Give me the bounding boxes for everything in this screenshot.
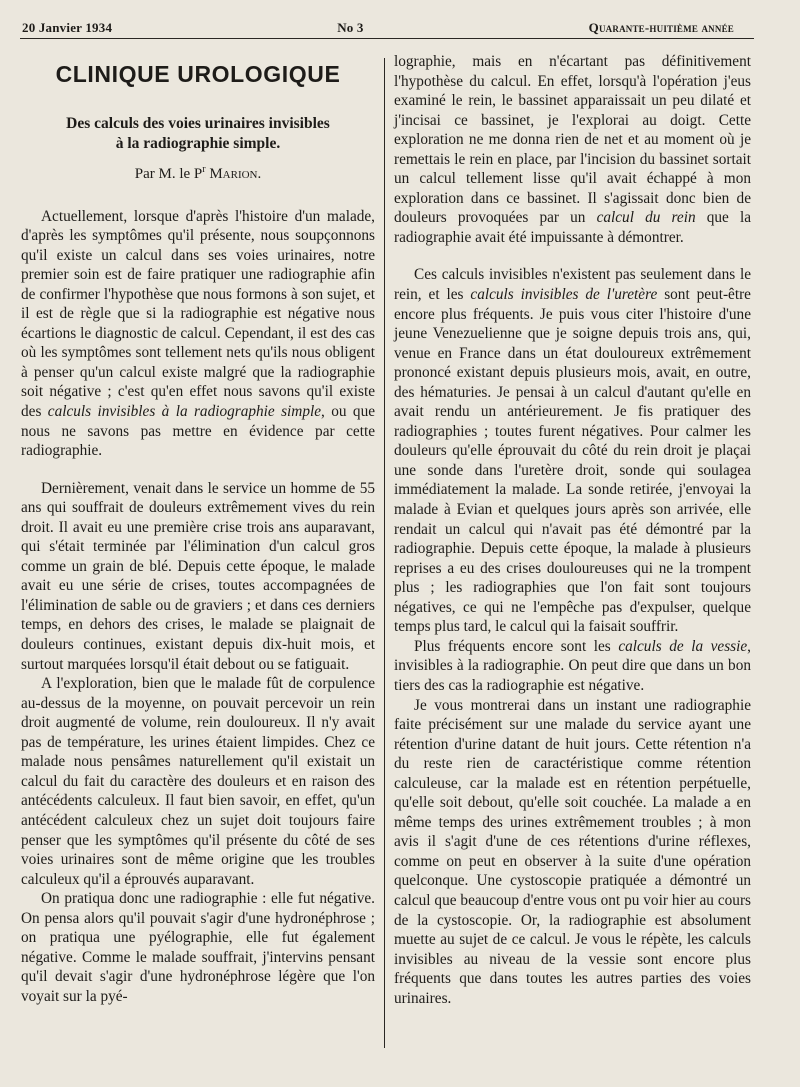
byline-prefix: Par M. le P — [134, 166, 203, 182]
right-column — [394, 52, 751, 1008]
section-title: CLINIQUE UROLOGIQUE — [55, 61, 341, 87]
issue-date: 20 Janvier 1934 — [22, 20, 113, 35]
issue-year: Quarante-huitième année — [588, 20, 734, 35]
paragraph: A l'exploration, bien que le malade fût de corpulence au-dessus de la moyenne, on pouvait percevoir un rein droit augmenté de volume, rein douloureux. Il n'y avait pas de température, les urines étaient limpides. Chez ce malade nous pensâmes naturellement qu'il existait un calcul du fait du caractère des douleurs et en raison des antécédents calculeux. Il faut bien savoir, en effet, qu'un antécédent calculeux chez un sujet doit toujours faire penser que les symptômes qu'il présente du côté de ses voies urinaires sont de même origine que les troubles calculeux qu'il a éprouvés auparavant. — [21, 675, 375, 888]
paragraph-text: Plus fréquents encore sont les — [414, 637, 611, 655]
header-rule — [20, 38, 754, 39]
paragraph-text: que la radiographie avait été impuissante à démontrer. — [394, 209, 751, 246]
article-title — [21, 114, 375, 154]
left-column — [21, 60, 375, 1006]
article-title-line1: Des calculs des voies urinaires invisibles — [66, 115, 330, 132]
column-divider — [384, 58, 385, 1048]
paragraph-text: , invisibles à la radiographie. On peut dire que dans un bon tiers des cas la radiographie est négative. — [394, 637, 751, 694]
byline — [21, 160, 375, 185]
emphasis-text: calculs invisibles à la radiographie simple — [47, 403, 322, 421]
article-title-line2: à la radiographie simple. — [115, 135, 281, 152]
emphasis-text: calcul du rein — [596, 209, 696, 227]
issue-number: No 3 — [337, 20, 364, 35]
paragraph: Je vous montrerai dans un instant une radiographie faite précisément sur une malade du service ayant une rétention d'urine datant de huit jours. Cette rétention n'a du reste rien de caractéristique comme rétention calculeuse, car la malade est en rétention perpétuelle, qu'elle soit debout, qu'elle soit couchée. La malade a en même temps des urines extrêmement troubles ; à mon avis il s'agit d'une de ces rétentions d'urine réflexes, comme on peut en observer à la suite d'une opération quelconque. Une cystoscopie pratiquée a démontré un calcul que beaucoup d'entre vous ont pu voir hier au cours de la cystoscopie. Or, la radiographie est absolument muette au sujet de ce calcul. Je vous le répète, les calculs invisibles au niveau de la vessie sont encore plus fréquents que dans toutes les autres parties des voies urinaires. — [394, 696, 751, 1007]
paragraph — [21, 207, 375, 461]
emphasis-text: calculs de la vessie — [618, 637, 748, 655]
paragraph-text: Actuellement, lorsque d'après l'histoire d'un malade, d'après les symptômes qu'il présente, nous soupçonnons qu'il existe un calcul dans ses voies urinaires, notre premier soin est de faire pratiquer une radiographie afin de confirmer l'hypothèse que nous formons à son sujet, et il est de règle que si la radiographie est négative nous écartions le diagnostic de calcul. Cependant, il est des cas où les symptômes sont tellement nets qu'ils nous obligent à penser qu'un calcul existe malgré que la radiographie soit négative ; c'est qu'en effet nous savons qu'il existe des — [21, 207, 375, 421]
emphasis-text: calculs invisibles de l'uretère — [470, 286, 658, 304]
byline-author: Marion. — [209, 166, 262, 182]
paragraph — [394, 265, 751, 636]
paragraph: Dernièrement, venait dans le service un homme de 55 ans qui souffrait de douleurs extrêmement vives du rein droit. Il avait eu une première crise trois ans auparavant, qui s'était terminée par l'élimination d'un calcul gros comme un grain de blé. Depuis cette époque, le malade avait eu une série de crises, toutes accompagnées de l'élimination de sable ou de graviers ; et dans ces derniers temps, en dehors des crises, le malade se plaignait de douleurs continues, existant depuis dix-huit mois, et surtout marquées lorsqu'il était debout ou se fatiguait. — [21, 479, 375, 673]
running-head — [22, 20, 734, 36]
paragraph-text: Ces calculs invisibles n'existent pas seulement dans le rein, et les — [394, 266, 751, 304]
paragraph — [394, 52, 751, 247]
paragraph: On pratiqua donc une radiographie : elle fut négative. On pensa alors qu'il pouvait s'agir d'une hydronéphrose ; on pratiqua une pyélographie, elle fut également négative. Comme le malade souffrait, j'intervins pensant qu'il devait s'agir d'une hydronéphrose légère que l'on voyait sur la pyé- — [21, 890, 375, 1005]
paragraph — [394, 637, 751, 696]
paragraph-text: , ou que nous ne savons pas mettre en évidence par cette radiographie. — [21, 403, 376, 460]
paragraph-text: lographie, mais en n'écartant pas définitivement l'hypothèse du calcul. En effet, lorsqu'à l'opération j'eus examiné le rein, le bassinet apparaissait un peu dilaté et j'incisai ce bassinet, je l'explorai au doigt. Cette exploration ne me donna rien de net et au moment où je remettais le rein en place, par l'incision du bassinet sortait un calcul tellement lisse qu'il avait échappé à mon exploration dans ce bassinet. Il s'agissait donc bien de douleurs provoquées par un — [394, 53, 751, 227]
paragraph-text: sont peut-être encore plus fréquents. Je puis vous citer l'histoire d'une jeune Venezuelienne que je soigne depuis trois ans, qui, venue en France dans un état douloureux extrêmement prononcé existant depuis plusieurs mois, avait, en outre, des hématuries. Je pensai à un calcul d'autant qu'elle en avait rendu un antérieurement. Je fis pratiquer des radiographies ; toutes furent négatives. Pour calmer les douleurs qu'elle éprouvait du côté du rein droit je plaçai une sonde dans l'uretère droit, sonde qui soulagea immédiatement la malade. La sonde retirée, j'envoyai la malade à Evian et quelques jours après son arrivée, elle rendait un calcul qui n'avait pas été démontré par la radiographie. Depuis cette époque, la malade à plusieurs reprises a eu des crises douloureuses qui ne la trompent plus ; les radiographies que l'on fait sont toujours négatives, ce qui ne l'empêche pas d'expulser, quelque temps plus tard, le calcul qui la faisait souffrir. — [394, 286, 751, 636]
byline-sup: r — [202, 164, 206, 175]
